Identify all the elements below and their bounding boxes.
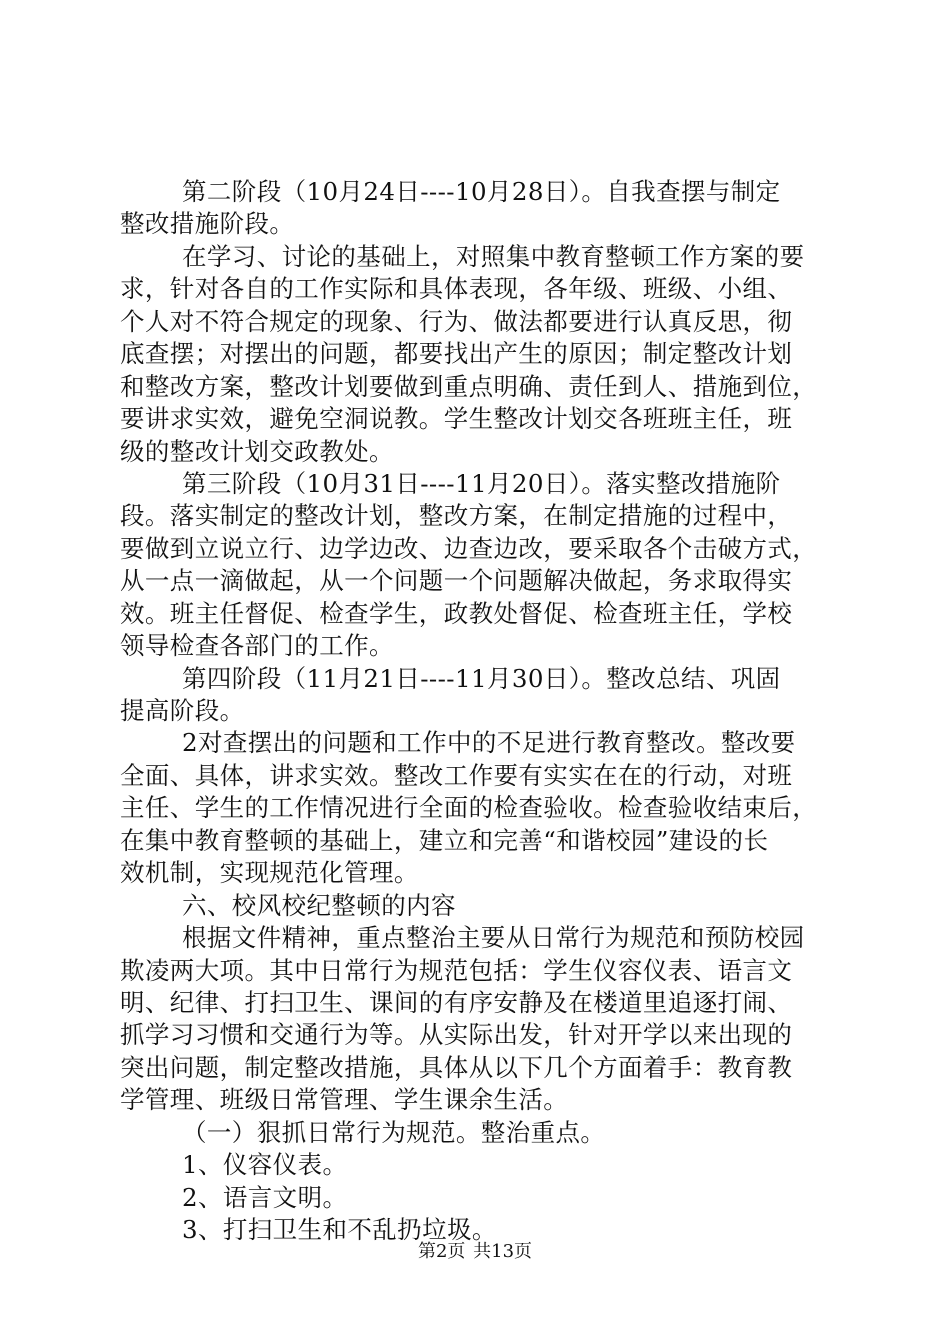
list-item: 3、打扫卫生和不乱扔垃圾。 — [182, 1215, 497, 1244]
list-item: 2、语言文明。 — [182, 1182, 348, 1212]
paragraph-line: 欺凌两大项。其中日常行为规范包括：学生仪容仪表、语言文 — [120, 955, 793, 985]
paragraph-line: 抓学习习惯和交通行为等。从实际出发，针对开学以来出现的 — [120, 1020, 793, 1050]
paragraph-line: 个人对不符合规定的现象、行为、做法都要进行认真反思，彻 — [120, 306, 793, 336]
paragraph-line: 突出问题，制定整改措施，具体从以下几个方面着手：教育教 — [120, 1052, 793, 1082]
page-number-footer: 第2页 共13页 — [417, 1241, 533, 1262]
paragraph-line: 根据文件精神，重点整治主要从日常行为规范和预防校园 — [182, 923, 805, 953]
paragraph-line: 效机制，实现规范化管理。 — [120, 858, 419, 888]
paragraph-line: 级的整改计划交政教处。 — [120, 436, 394, 466]
paragraph-line: 主任、学生的工作情况进行全面的检查验收。检查验收结束后， — [120, 793, 818, 823]
paragraph-line: 从一点一滴做起，从一个问题一个问题解决做起，务求取得实 — [120, 566, 793, 596]
paragraph-line: 在集中教育整顿的基础上，建立和完善“和谐校园”建设的长 — [120, 825, 769, 855]
paragraph-line: 2对查摆出的问题和工作中的不足进行教育整改。整改要 — [182, 728, 796, 758]
paragraph-line: 效。班主任督促、检查学生，政教处督促、检查班主任，学校 — [120, 598, 793, 628]
paragraph-line: 全面、具体，讲求实效。整改工作要有实实在在的行动，对班 — [120, 760, 793, 790]
paragraph-line: 领导检查各部门的工作。 — [120, 631, 394, 661]
paragraph-line: 第二阶段（10月24日----10月28日）。自我查摆与制定 — [182, 177, 781, 206]
paragraph-line: 学管理、班级日常管理、学生课余生活。 — [120, 1085, 569, 1115]
paragraph-line: 求，针对各自的工作实际和具体表现，各年级、班级、小组、 — [120, 274, 793, 304]
paragraph-line: 在学习、讨论的基础上，对照集中教育整顿工作方案的要 — [182, 241, 805, 271]
document-body — [120, 176, 832, 1246]
paragraph-line: 明、纪律、打扫卫生、课间的有序安静及在楼道里追逐打闹、 — [120, 987, 793, 1017]
section-heading: 六、校风校纪整顿的内容 — [182, 890, 456, 920]
paragraph-line: 提高阶段。 — [120, 696, 245, 725]
list-item: 1、仪容仪表。 — [182, 1150, 348, 1180]
paragraph-line: 第三阶段（10月31日----11月20日）。落实整改措施阶 — [182, 468, 781, 498]
paragraph-line: 要讲求实效，避免空洞说教。学生整改计划交各班班主任，班 — [120, 404, 793, 434]
paragraph-line: 段。落实制定的整改计划，整改方案，在制定措施的过程中， — [120, 501, 793, 531]
paragraph-line: 底查摆；对摆出的问题，都要找出产生的原因；制定整改计划 — [120, 339, 793, 369]
paragraph-line: 要做到立说立行、边学边改、边查边改，要采取各个击破方式， — [120, 533, 818, 563]
paragraph-line: 第四阶段（11月21日----11月30日）。整改总结、巩固 — [182, 663, 781, 693]
subsection-heading: （一）狠抓日常行为规范。整治重点。 — [182, 1117, 606, 1147]
paragraph-line: 整改措施阶段。 — [120, 209, 295, 239]
paragraph-line: 和整改方案，整改计划要做到重点明确、责任到人、措施到位， — [120, 371, 818, 401]
